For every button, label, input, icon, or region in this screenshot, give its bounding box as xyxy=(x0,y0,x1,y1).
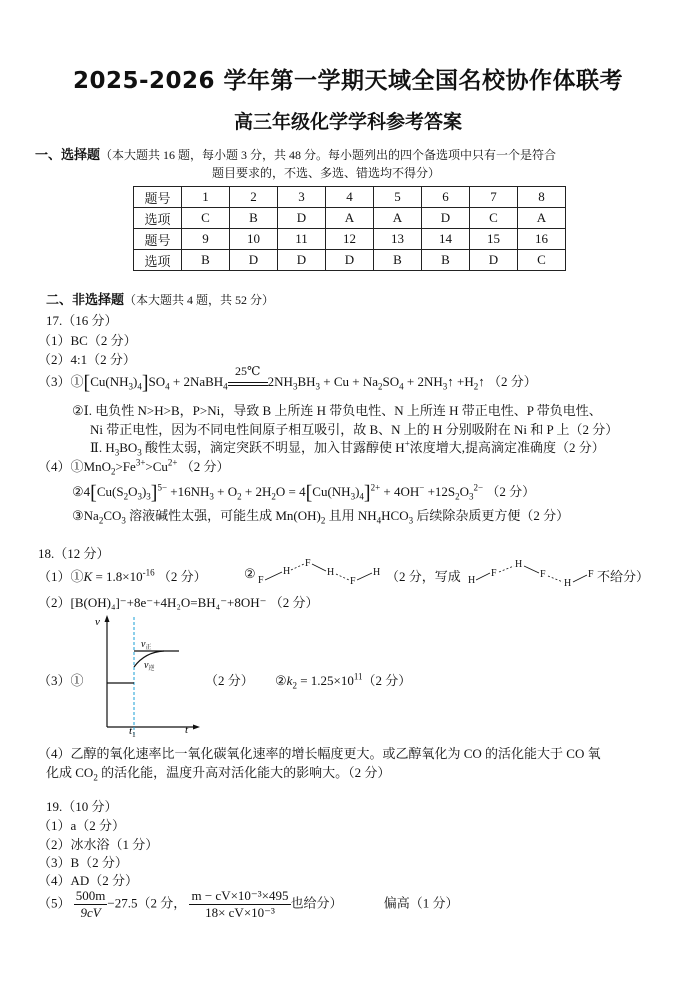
question-number: 15 xyxy=(470,229,518,250)
question-number: 13 xyxy=(374,229,422,250)
answer-cell: A xyxy=(326,208,374,229)
section1-note-line2: 题目要求的，不选、多选、错选均不得分） xyxy=(212,166,441,180)
text: ③Na xyxy=(72,508,99,523)
rate-time-graph xyxy=(95,612,205,737)
forward-rate-label: $v_正$ xyxy=(141,639,152,651)
answer-cell: C xyxy=(470,208,518,229)
part-label: ② xyxy=(72,484,84,499)
answer-cell: C xyxy=(182,208,230,229)
q19-part1: （1）a（2 分） xyxy=(38,818,126,833)
answer-cell: D xyxy=(278,208,326,229)
q18-part4-line1: （4）乙醇的氧化速率比一氧化碳氧化速率的增长幅度更大。或乙醇氧化为 CO 的活化能大于 CO 氧 xyxy=(38,746,601,761)
atom-label: H xyxy=(468,575,476,586)
q17-part2: （2）4:1（2 分） xyxy=(38,352,136,367)
q17-part4-3: $③Na_2CO_3$ 溶液碱性太强，可能生成 $Mn(OH)_2$ 且用 $NH_4HCO_3$ 后续除杂质更方便（2 分） xyxy=(72,508,570,526)
question-number: 14 xyxy=(422,229,470,250)
row-header: 选项 xyxy=(134,208,182,229)
question-number: 3 xyxy=(278,187,326,208)
exponent: -16 xyxy=(142,567,155,578)
text: 溶液碱性太强，可能生成 Mn(OH) xyxy=(125,508,321,523)
text: = 1.25×10 xyxy=(296,673,354,688)
q18-part3-label: （3）① xyxy=(38,673,84,688)
q19-heading: 19.（10 分） xyxy=(46,799,118,814)
document-title: 2025-2026 学年第一学期天域全国名校协作体联考 xyxy=(72,68,624,94)
part-label: （2） xyxy=(38,595,71,610)
question-number: 12 xyxy=(326,229,374,250)
bias-answer: 偏高（1 分） xyxy=(383,895,459,911)
question-number: 6 xyxy=(422,187,470,208)
section1-label: 一、选择题 xyxy=(35,148,101,163)
score: （2 分） xyxy=(487,374,537,389)
text: 浓度增大,提高滴定准确度（2 分） xyxy=(409,440,605,455)
q18-part1-2-note-a: （2 分，写成 xyxy=(386,569,461,584)
q18-part2 xyxy=(38,592,319,611)
answer-cell: B xyxy=(230,208,278,229)
answer-cell: B xyxy=(182,250,230,271)
text: Ⅱ. H xyxy=(90,440,115,455)
q17-part1: （1）BC（2 分） xyxy=(38,333,137,348)
part-label: ② xyxy=(275,673,287,688)
q17-part3-2-line1: ②Ⅰ. 电负性 N>H>B，P>Ni，导致 B 上所连 H 带负电性、N 上所连 H 带正电性、P 带负电性、 xyxy=(72,403,602,418)
q18-part3-score: （2 分） xyxy=(205,673,254,688)
hf-chain-incorrect-structure xyxy=(466,556,616,588)
answer-table xyxy=(133,186,566,271)
reverse-rate-label: $v_逆$ xyxy=(144,660,155,672)
section2-heading xyxy=(46,289,274,308)
atom-label: H xyxy=(283,566,291,577)
answer-cell: B xyxy=(374,250,422,271)
score: （2 分） xyxy=(180,459,230,474)
atom-label: F xyxy=(491,568,497,579)
table-row xyxy=(134,229,566,250)
answer-cell: D xyxy=(278,250,326,271)
text: 化成 CO xyxy=(46,765,94,780)
question-number: 16 xyxy=(518,229,566,250)
question-number: 10 xyxy=(230,229,278,250)
text: CO xyxy=(103,508,122,523)
atom-label: F xyxy=(350,576,356,586)
row-header: 选项 xyxy=(134,250,182,271)
q17-part3-equation: $(3)①[Cu(NH_3)_4]SO_4$ + 2NaBH$_4$ 25℃ $2NH_3BH_3 + Cu + Na_2SO_4$ + $2NH_3↑$ $+H_2↑$ （2 分） xyxy=(38,364,537,394)
document-subtitle: 高三年级化学学科参考答案 xyxy=(233,111,462,133)
atom-label: H xyxy=(515,559,523,570)
atom-label: F xyxy=(540,569,546,580)
y-axis-label: v xyxy=(95,616,100,628)
q19-part2: （2）冰水浴（1 分） xyxy=(38,837,159,852)
answer-cell: D xyxy=(230,250,278,271)
q18-part4-line2: 化成 $CO_2$ 的活化能，温度升高对活化能大的影响大。（2 分） xyxy=(46,765,391,783)
section2-note: （本大题共 4 题，共 52 分） xyxy=(124,293,275,307)
q17-part4-1: $(4)①MnO_2>Fe^{3+}>Cu^{2+}$ （2 分） xyxy=(38,457,230,477)
question-number: 9 xyxy=(182,229,230,250)
q17-part3-2-line2: Ni 带正电性，因为不同电性间原子相互吸引，故 B、N 上的 H 分别吸附在 Ni 和 P 上（2 分） xyxy=(90,422,619,437)
answer-cell: A xyxy=(374,208,422,229)
row-header: 题号 xyxy=(134,229,182,250)
q19-part3: （3）B（2 分） xyxy=(38,855,128,870)
score: （2 分） xyxy=(486,484,536,499)
text: 的活化能，温度升高对活化能大的影响大。（2 分） xyxy=(97,765,391,780)
atom-label: F xyxy=(588,569,594,580)
q17-part4-2-equation: $②4[Cu(S_2O_3)_3]^{5-} +16NH_3 + O_2 + 2H_2O = 4[Cu(NH_3)_4]^{2+} + 4OH^- +12S_2O_3^{2-}$ （2 分） xyxy=(72,482,536,504)
table-row xyxy=(134,187,566,208)
atom-label: H xyxy=(327,567,335,578)
q19-part5 xyxy=(38,888,459,921)
numerator: 500m xyxy=(75,888,106,903)
part-label: （3）① xyxy=(38,374,84,389)
part-label: （1）① xyxy=(38,569,84,584)
text: k xyxy=(286,673,293,688)
table-row xyxy=(134,250,566,271)
t1-label: $t_1$ xyxy=(129,725,136,737)
atom-label: H xyxy=(373,567,381,578)
text: −27.5（2 分， xyxy=(107,895,187,911)
question-number: 11 xyxy=(278,229,326,250)
atom-label: F xyxy=(305,558,311,569)
q18-part1-2-note-b: 不给分） xyxy=(597,569,650,584)
text: 也给分） xyxy=(290,895,343,911)
q18-part1 xyxy=(38,566,207,585)
score: （2 分） xyxy=(269,595,319,610)
score: （2 分） xyxy=(157,569,207,584)
row-header: 题号 xyxy=(134,187,182,208)
reaction-condition: 25℃ xyxy=(228,378,268,386)
question-number: 7 xyxy=(470,187,518,208)
table-row xyxy=(134,208,566,229)
reverse-rate-curve xyxy=(134,651,164,667)
atom-label: H xyxy=(564,578,572,588)
hf-chain-correct-structure xyxy=(256,556,386,586)
text: = 1.8×10 xyxy=(92,569,143,584)
q18-part3-2: $②k_2 = 1.25\times 10^{11}(2$ 分） xyxy=(275,671,412,691)
q18-part1-2-label: ② xyxy=(244,566,256,581)
x-axis-label: t xyxy=(185,724,189,736)
text: BO xyxy=(119,440,138,455)
text: 酸性太弱，滴定突跃不明显，加入甘露醇使 H xyxy=(141,440,405,455)
denominator: 9cV xyxy=(80,905,101,920)
atom-label: F xyxy=(258,575,264,586)
question-number: 2 xyxy=(230,187,278,208)
text: K xyxy=(83,569,93,584)
exponent: 11 xyxy=(353,671,363,682)
score: （2 分） xyxy=(362,673,412,688)
text: HCO xyxy=(381,508,409,523)
alternative-fraction xyxy=(189,888,290,921)
part-label: （4）① xyxy=(38,459,84,474)
part-label: （5） xyxy=(38,895,71,911)
q19-part4: （4）AD（2 分） xyxy=(38,873,139,888)
question-number: 5 xyxy=(374,187,422,208)
text: 且用 NH xyxy=(325,508,377,523)
answer-cell: D xyxy=(326,250,374,271)
y-axis-arrow-icon xyxy=(105,615,110,622)
section2-label: 二、非选择题 xyxy=(46,293,125,308)
question-number: 8 xyxy=(518,187,566,208)
equation: [B(OH)₄]⁻+8e⁻+4H₂O=BH₄⁻+8OH⁻ xyxy=(70,595,267,610)
answer-cell: B xyxy=(422,250,470,271)
q18-heading: 18.（12 分） xyxy=(38,546,110,561)
numerator: m − cV×10⁻³×495 xyxy=(191,888,289,903)
answer-cell: D xyxy=(422,208,470,229)
question-number: 4 xyxy=(326,187,374,208)
section1-heading xyxy=(35,144,556,163)
text: 后续除杂质更方便（2 分） xyxy=(413,508,570,523)
denominator: 18× cV×10⁻³ xyxy=(205,905,275,920)
answer-cell: A xyxy=(518,208,566,229)
q17-part3-2-line3: Ⅱ. $H_3BO_3$ 酸性太弱，滴定突跃不明显，加入甘露醇使 H+浓度增大,提高滴定准确度（2 分） xyxy=(90,438,605,458)
answer-cell: C xyxy=(518,250,566,271)
answer-cell: D xyxy=(470,250,518,271)
question-number: 1 xyxy=(182,187,230,208)
section1-note-line1: （本大题共 16 题，每小题 3 分，共 48 分。每小题列出的四个备选项中只有一个是符合 xyxy=(100,148,557,162)
result-fraction xyxy=(74,888,108,921)
q17-heading: 17.（16 分） xyxy=(46,313,118,328)
x-axis-arrow-icon xyxy=(193,725,200,730)
